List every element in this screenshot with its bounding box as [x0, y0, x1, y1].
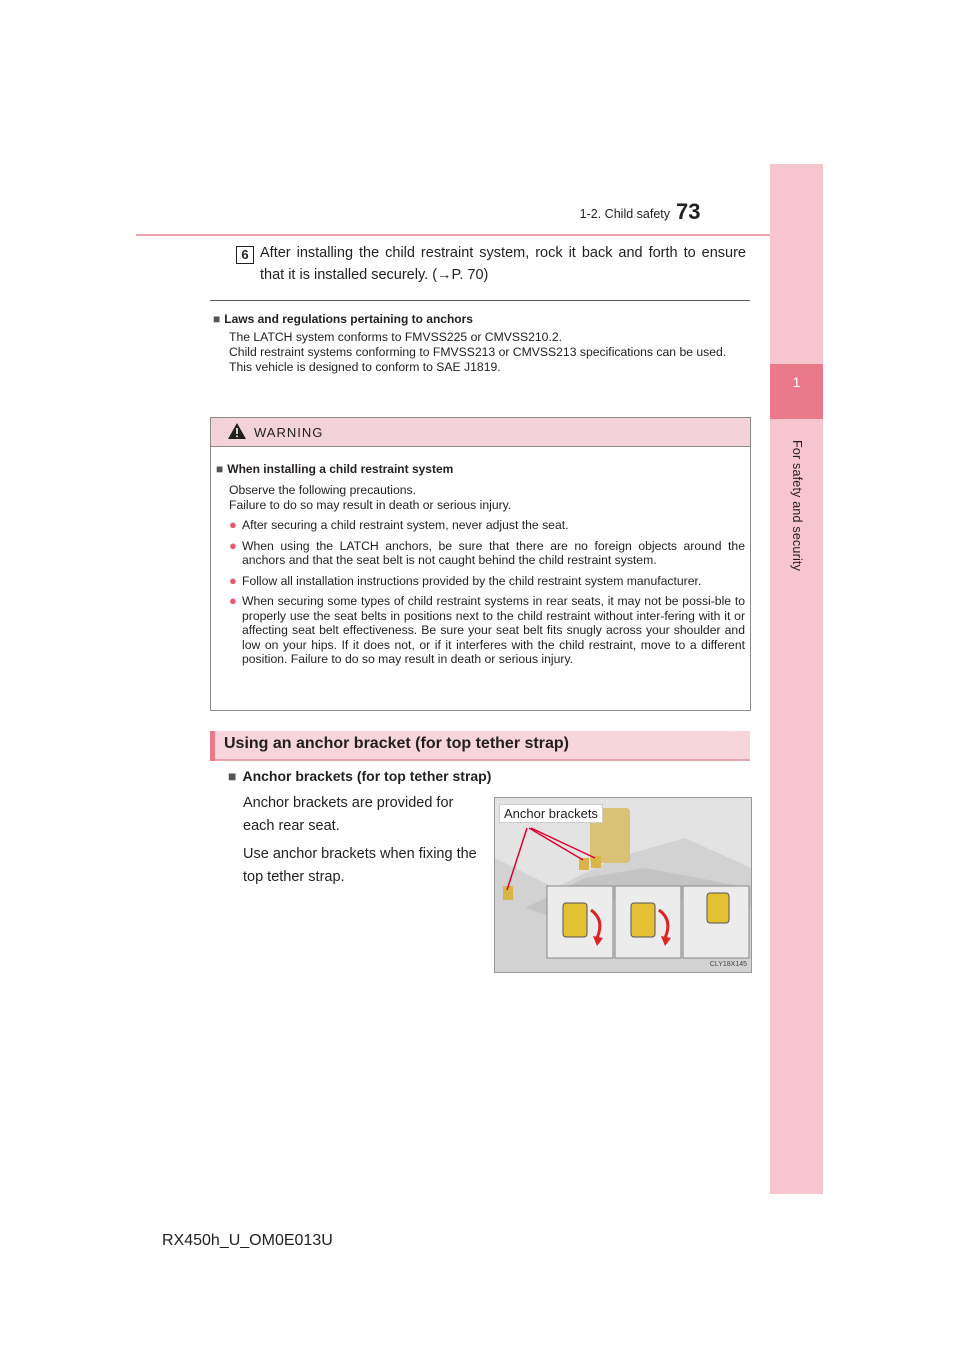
warning-triangle-icon: [227, 422, 247, 445]
square-bullet-icon: ■: [213, 312, 221, 326]
subsection-heading: [228, 768, 491, 784]
document-code: RX450h_U_OM0E013U: [162, 1232, 333, 1249]
section-heading-bar: [210, 731, 215, 761]
divider: [210, 300, 750, 301]
page-number: 73: [676, 199, 701, 224]
note-heading-text: Laws and regulations pertaining to anchors: [224, 312, 473, 326]
square-bullet-icon: ■: [228, 768, 237, 784]
anchor-paragraph: Anchor brackets are provided for each rear seat.: [243, 795, 454, 834]
note-line: This vehicle is designed to conform to SAE J1819.: [229, 360, 501, 374]
warning-intro: [229, 483, 745, 513]
note-line: The LATCH system conforms to FMVSS225 or CMVSS210.2.: [229, 330, 563, 344]
side-tab-number: 1: [792, 374, 801, 390]
square-bullet-icon: ■: [216, 462, 224, 476]
warning-item: ● Follow all installation instructions provided by the child restraint system manufacturer.: [229, 572, 702, 588]
note-heading: [213, 312, 473, 326]
note-line: Child restraint systems conforming to FMVSS213 or CMVSS213 specifications can be used.: [229, 345, 727, 359]
subsection-heading-text: Anchor brackets (for top tether strap): [242, 768, 492, 784]
warning-list: [229, 518, 745, 673]
warning-title: WARNING: [254, 425, 324, 440]
header-divider: [136, 234, 823, 236]
warning-heading-text: When installing a child restraint system: [227, 462, 454, 476]
section-heading: Using an anchor bracket (for top tether strap): [224, 735, 569, 752]
figure-label: Anchor brackets: [499, 804, 603, 823]
bullet-icon: ●: [229, 537, 237, 553]
warning-heading: [216, 462, 453, 476]
figure-code: CLY18X145: [709, 961, 747, 968]
bullet-icon: ●: [229, 593, 237, 608]
step-text: After installing the child restraint system, rock it back and forth to ensure that it is installed securely. (→P. 70): [260, 245, 746, 283]
side-tab-active[interactable]: [770, 364, 823, 419]
bullet-icon: ●: [229, 572, 237, 588]
step-number-badge: 6: [236, 246, 254, 264]
side-tab-title: For safety and security: [790, 440, 804, 572]
anchor-bracket-illustration: [494, 797, 752, 973]
side-tab-strip: [770, 164, 823, 1194]
bullet-icon: ●: [229, 517, 237, 532]
anchor-paragraph: Use anchor brackets when fixing the top tether strap.: [243, 846, 477, 885]
illustration-graphic: [495, 798, 751, 972]
anchor-description: [243, 792, 483, 894]
warning-item: ● After securing a child restraint system, never adjust the seat.: [229, 517, 569, 532]
warning-item: ● When using the LATCH anchors, be sure that there are no foreign objects around the anchors and that the seat belt is not caught behind the child restraint system.: [229, 537, 745, 567]
warning-item: ● When securing some types of child restraint systems in rear seats, it may not be possi-ble to properly use the seat belts in positions next to the child restraint without inter-fering with it or affecting seat belt effectiveness. Be sure your seat belt fits snugly across your shoulder and low on your hips. If it does not, or if it interferes with the child restraint, move to a different position. Failure to do so may result in death or serious injury.: [229, 593, 745, 666]
warning-intro-line: Failure to do so may result in death or serious injury.: [229, 498, 512, 512]
section-title: 1-2. Child safety: [579, 207, 670, 221]
note-body: [229, 330, 745, 375]
warning-intro-line: Observe the following precautions.: [229, 483, 416, 497]
